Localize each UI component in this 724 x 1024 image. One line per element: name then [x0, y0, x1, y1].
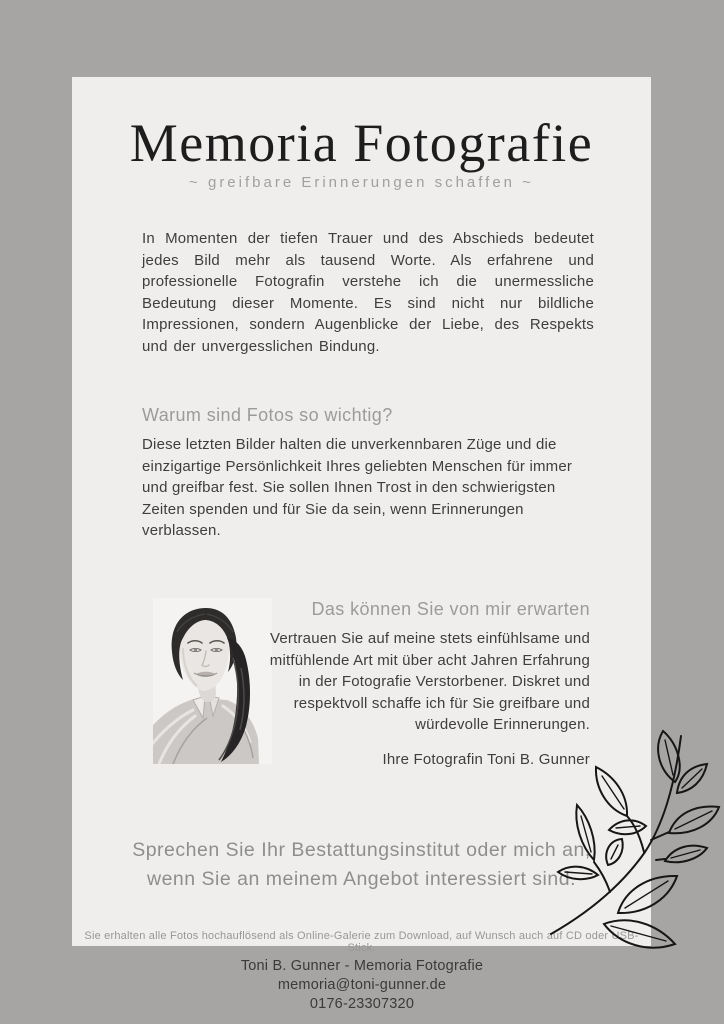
section-what-to-expect	[258, 597, 590, 768]
section-why-photos-matter	[142, 403, 594, 542]
photographer-portrait-photo	[153, 598, 272, 764]
branch-illustration	[548, 724, 724, 962]
fine-print: Sie erhalten alle Fotos hochauflösend als Online-Galerie zum Download, auf Wunsch auch auf CD oder USB-Stick.	[84, 930, 639, 954]
section-heading: Warum sind Fotos so wichtig?	[142, 405, 393, 425]
section-body: Vertrauen Sie auf meine stets einfühlsame und mitfühlende Art mit über acht Jahren Erfahrung in der Fotografie Verstorbener. Diskret und respektvoll schaffe ich für Sie greifbare und würdevolle Erinnerungen.	[269, 630, 590, 734]
intro-paragraph: In Momenten der tiefen Trauer und des Abschieds bedeutet jedes Bild mehr als tausend Worte. Als erfahrene und professionelle Fotografin verstehe ich die unermessliche Bedeutung dieser Momente. Es sind nicht nur bildliche Impressionen, sondern Augenblicke der Liebe, des Respekts und der unvergesslichen Bindung.	[142, 230, 594, 355]
contact-footer	[0, 957, 724, 1014]
footer-email: memoria@toni-gunner.de	[277, 977, 447, 993]
brand-header	[72, 115, 651, 191]
page-title: Memoria Fotografie	[129, 113, 594, 173]
section-body: Diese letzten Bilder halten die unverkennbaren Züge und die einzigartige Persönlichkeit Ihres geliebten Menschen für immer und greifbar fest. Sie sollen Ihnen Trost in den schwierigsten Zeiten spenden und für Sie da sein, wenn Erinnerungen verblassen.	[142, 436, 573, 540]
section-heading: Das können Sie von mir erwarten	[311, 599, 590, 619]
portrait-illustration	[153, 598, 272, 764]
leafy-branch-icon	[548, 724, 724, 962]
cta-line-1: Sprechen Sie Ihr Bestattungsinstitut oder mich an,	[132, 839, 591, 861]
photographer-signature: Ihre Fotografin Toni B. Gunner	[382, 750, 590, 768]
footer-phone: 0176-23307320	[309, 996, 415, 1012]
brand-tagline: ~ greifbare Erinnerungen schaffen ~	[189, 174, 534, 191]
cta-line-2: wenn Sie an meinem Angebot interessiert sind.	[147, 868, 576, 890]
footer-name: Toni B. Gunner - Memoria Fotografie	[240, 958, 484, 974]
